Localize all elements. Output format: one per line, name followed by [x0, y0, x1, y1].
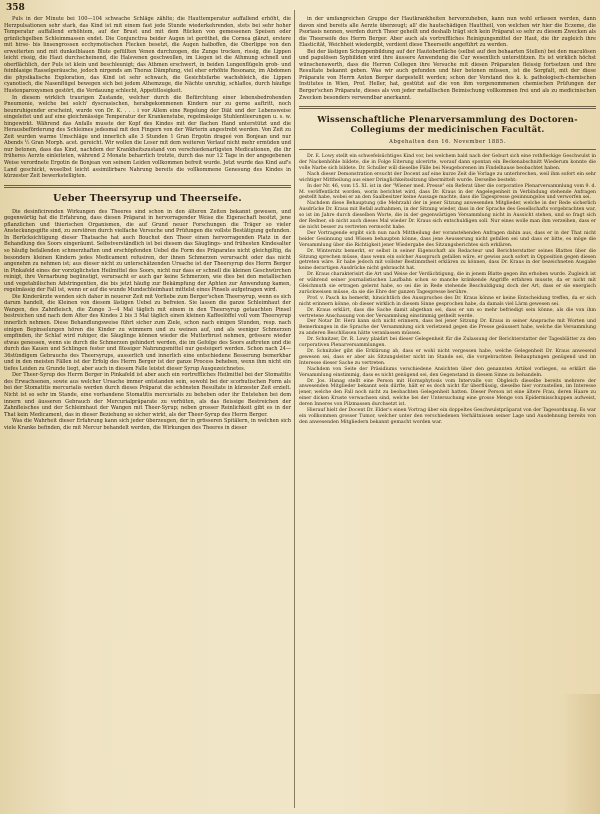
left-paragraph-1: Puls in der Minute bei 100—104 schwache Schläge zählte; die Hauttemperatur auffallend erhöht, die Herzpulsationen sehr stark, das Kind ist mit einem fast jede Stunde wiederkehrenden, stets bei sehr hoher Temperatur auffallend erhöhtem, auf der Brust und mit dem Rücken von gemessenen Speisen oder grünlichgelben Schleimmassen endet. Die Conjunctiva beider Augen ist geröthet, die Cornea glänzt, erstere mit hirse- bis linsengrossen ecchymotischen Flecken besetzt, die Augen halboffen, die Oberlippe von den erweiterten und mit dunkelblauen Blute gefüllten Venen durchzogen, die Zunge trocken, rissig, die Lippen leicht rissig, die Haut durchscheinend, die Halsvenen geschwollen, im Liegen ist die Athmung schnell und oberflächlich, der Puls ist klein und beschleunigt; das Athmen erschwert, in beiden Lungenflügeln grob- und feinblasige Rasselgeräusche, jedoch nirgends am Thorax Dämpfung, viel eher erhöhte Resonanz, im Abdomen die physikalische Exploration, das Kind ist sehr schwach, die Gesichtsfarbe wachsbleich, die Lippen cyanotisch, die Nasenflügel bewegen sich bei jedem Athemzuge, die Nächte unruhig, schlaflos, durch häufige Hustenparoxysmen gestört, die Verdauung schlecht, Appetitlosigkeit.	[4, 16, 291, 95]
right-paragraph-17: Hierauf hielt der Docent Dr. Elder's einen Vortrag über ein doppeltes Geschwulstpräparat von der Tagesordnung. Es war ein vollkommen grosser Tumor, welcher unter den verschiedenen Verhältnissen seiner Lage und Ausdehnung bereits von den anwesenden Mitgliedern bekannt gemacht worden war.	[299, 408, 596, 425]
right-paragraph-5: In der Nr. 46, vom 15. XI. ist in der "Wiener med. Presse" ein Referat über die corporative Plenarversammlung vom 9. d. M. veröffentlicht worden, worin berichtet wird, dass Dr. Kraus in der Angelegenheit in Verbindung stehende Anfragen gestellt habe, wobei er an den Saalbesitzer keine Aussage machte, dass die Tagespresse gesinnungslos und verworfen sei.	[299, 183, 596, 201]
heading-rule	[299, 149, 596, 150]
left-paragraph-3: Die desinficirenden Wirkungen des Theeres sind schon in den älteren Zeiten bekannt gewesen, und gegenwärtig hat die Erfahrung, dass diesen Präparat in hervorragender Weise die Eigenschaft besitzt, jene pflanzlichen und thierischen Organismen, die auf Grund neuer Forschungen die Träger so vieler Ansteckungsgifte sind, zu zerstören durch vielfache Versuche und Prüfungen die vollste Bestätigung gefunden. In Berücksichtigung dieser Thatsache hat auch Bouchut den Theer einen hervorragenden Platz in der Behandlung des Soors eingeräumt. Selbstverständlich ist bei diesem das Säuglings- und frühesten Kindesalter so häufig befallenden schmerzhaften und erschöpfenden Uebel die Form des Präparates nicht gleichgiltig, da besonders kleinen Kindern jedes Medicament refusiren, der ihnen Schmerzen verursacht oder das nicht angenehm zu nehmen ist; aus dieser nicht zu unterschätzenden Ursache ist der Theersyrup des Herrn Berger in Pinkafeld eines der vorzüglichsten Heilmittel des Soors, nicht nur dass er schnell die kleinen Geschwürchen reinigt, ihre Vernarbung begünstigt, verursacht er auch gar keine Schmerzen, wie dies bei den metallischen und vegetabilischen Adstringentien, die bis jetzt häufig zur Bekämpfung der Aphten zur Anwendung kamen, regelmässig der Fall ist, wenn er auf die wunde Mundschleimhaut mittelst eines Pinsels aufgetragen wird.	[4, 208, 291, 294]
right-paragraph-13: Dr. Schnitzer, Dr. R. Lowy plaidirt bei dieser Gelegenheit für die Zulassung der Berichterstatter der Tagesblätter zu den corporativen Plenarversammlungen.	[299, 337, 596, 349]
right-paragraph-12: Der Notar Dr. Herz kann sich nicht erinnern, dass bei jener Sitzung Dr. Kraus in seiner Ansprache mit Worten und Bemerkungen in die Sprache der Versammlung sich verletzend gegen die Presse geäussert habe, welche die Versammlung zu anderen Beschlüssen hätte veranlassen müssen.	[299, 319, 596, 337]
page-number: 358	[6, 3, 25, 13]
right-paragraph-11: Dr. Kraus erklärt, dass die Sache damit abgethan sei, dass er um so mehr befriedigt sein könne, als die von ihm vertretene Anschauung von der Versammlung einstimmig getheilt werde.	[299, 307, 596, 319]
left-paragraph-4: Die Kinderärzte wenden sich daher in neuerer Zeit mit Vorliebe zum Berger'schen Theersyrup, wenn es sich darum handelt, die Kleinen von diesem lästigen Uebel zu befreien. Sie lassen die ganze Schleimhaut der Wangen, des Zahnfleisch, die Zunge 3—4 Mal täglich mit einem in den Theersyrup getauchten Pinsel bestreichen und nach dem Alter des Kindes 2 bis 3 Mal täglich einen kleinen Kaffeelöffel voll vom Theersyrup innerlich nehmen. Diese Behandlungsweise führt sicher zum Ziele, schon nach einigen Stunden, resp. nach einigen Bepinselungen hören die Kinder zu wimmern und zu weinen auf, und als weniger Schmerzen empfinden, ihr Schlaf wird ruhiger, die Säuglinge können wieder die Mutterbrust nehmen, grössere wieder etwas genessen, wenn sie durch die Schmerzen gehindert werden, die im Gefolge des Soors auftreten und die durch das Kauen und Schlingen fester und flüssiger Nahrungsmittel nur gesteigert werden. Schon nach 24—36stündigem Gebrauchs des Theersyrups, ausserlich und innerlich eine entschiedene Besserung bemerkbar und in den meisten Fällen ist der Erfolg des Herrn Berger ist der ganze Process beheben, wenn ihm nicht ein tiefes Leiden zu Grunde liegt, aber auch in diesem Falle leistet dieser Syrup Ausgezeichnetes.	[4, 293, 291, 372]
right-paragraph-14: Dr. Schnitzler gibt die Erklärung ab, dass er wohl nicht vergessen habe, welche Gelegenheit Dr. Kraus anwesend gewesen sei, dass er aber als Sitzungsleiter nicht im Stande sei, die vorgebrachten Behauptungen genügend und im Interesse dieser Sache zu vertreten.	[299, 349, 596, 366]
right-paragraph-4: Nach dieser Demonstration ersucht der Docent auf eine kurze Zeit die Vorlage zu unterbrechen, weil ihm sofort ein sehr wichtiger Mittheilung aus einer Dringlichkeitssitzung übermittelt wurde. Derselbe besteht:	[299, 171, 596, 183]
article-heading-theersyrup: Ueber Theersyrup und Theerseife.	[53, 192, 242, 204]
right-paragraph-1: in der umfangreichen Gruppe der Hautkrankheiten hervorzuheben, kann nun wohl erfassen werden, dann davon sind bereits alle Aerzte überzeugt; all' die hautschädigen Hauttheil, von welchen wir hier die Eczeme, die Psoriasis nennen, werden durch Theer geheilt und deshalb trägt sich kein Präparat so sehr zu diesem Zwecken als die Theerseife des Herrn Berger. Aber auch als vortreffliches Reinigungsmittel der Haut, die ihr zugleich ihre Elasticität, Weichheit wiedergibt, verdient diese Theerseife angeführt zu werden.	[299, 16, 596, 49]
right-paragraph-6: Nachdem diese Behauptung (die Mehrzahl der in jener Sitzung anwesenden Mitglieder, welche in der Rede sicherlich Ausdrücke Dr. Kraus mit Befall aufnahmen, in der Sitzung wieder, dass in der Sprache des Gesellschafts vorgebrachten war, so ist im Jahre durch dieselben Worte, die in der gegenwärtigen Versammlung nicht in Aussicht stehen, und so fragt sich der Redner, ob nicht auch dieses Mal wieder Dr. Kraus sich entschuldigen soll. Nur eines wolle man ihm verzeihen, dass er sie nicht besser zu vertreten vermocht habe.	[299, 201, 596, 230]
column-divider	[294, 10, 295, 808]
section-divider	[4, 185, 291, 188]
right-paragraph-10: Prof. v. Pasch ka bemerkt, hinsichtlich des Ausspruches des Dr. Kraus könne er keine Entscheidung treffen, da er sich nicht erinnern könne, ob dieser wirklich in diesem Sinne gesprochen habe, da damals viel Lärm gewesen sei.	[299, 295, 596, 307]
right-paragraph-3: Dr. E. Lowy stellt ein schwefelsüchtiges Kind vor, bei welchem bald nach der Geburt sich eine rothfleckige Geschwulst in der Nackenhöhle bildete, die in Folge Eiterung ulcerirte, worauf dann spontan ein Beckenabschnitt Wiederum konnte die volle Narbe sich bildete. Dr. Schuller will dieselbe Fälle bei Neugeborenen im Findelhause beobachtet haben.	[299, 154, 596, 171]
right-paragraph-9: Dr. Kraus charakterisirt die Art und Weise der Verdächtigung, die in jenem Blatte gegen ihn erhoben wurde. Zugleich ist er während seiner journalistischen Laufbahn schon so manche kränkende Angriffe erfahren musste, da er nicht mit Gleichmuth sie ertragen gelernt habe, so sei die in Rede stehende Beschuldigung doch der Art, dass er sie energisch zurückweisen müsse, da sie die Ehre der ganzen Tagespresse berühre.	[299, 272, 596, 295]
right-paragraph-8: Dr. Winternitz bemerkt, er selbst in seiner Eigenschaft als Redacteur und Berichterstatter seines Blattes über die Sitzung sprechen müsse, dass wenn ein solcher Ausspruch gefallen wäre, er gewiss auch sofort in Opposition gegen diesen getreten wäre. Er habe jedoch mit vollster Bestimmtheit erklären zu können, dass Dr. Kraus in der bezeichneten Ausgabe keine derartigen Ausdrücke nicht gebraucht hat.	[299, 248, 596, 272]
left-paragraph-5: Der Theer-Syrup des Herrn Berger in Pinkafeld ist aber auch ein vortreffliches Heilmittel bei der Stomatitis des Erwachsenen, sowie aus welcher Ursache immer entstanden sein, sowohl bei der scorbutischen Form als bei der Stomatitis mercurialis werden durch dieses Präparat die schönsten Resultate in kürzester Zeit erzielt. Nicht ist so sehr im Stande, eine vorhandene Stomatitis mercurialis zu beheben oder ihr Entstehen bei dem innern und äusseren Gebrauch der Mercurialpräparate zu verhüten, als das fleissige Bestreichen der Zahnfleisches und der Schleimhaut der Wangen mit Theer-Syrup; neben grosser Reinlichkeit gibt es in der That kein Medicament, das in dieser Beziehung so sicher wirkt, als der Theer-Syrup des Herrn Berger.	[4, 372, 291, 418]
left-paragraph-2: In diesem wirklich traurigen Zustande, welcher durch die Befürchtung einer lebensbedrohenden Pneumonie, welche bei solch' dyscrasischen, herabgekommenen Kindern nur zu gerne auftritt, noch beunruhigender erscheint, wurde von Dr. K. . . . i vor Allem eine Regelung der Diät und der Lebensweise eingeleitet und auf eine gleichmässige Temperatur der Krankenstube, regelmässige Stuhlentleerungen u. s. w. hingewirkt. Während das Anfalls musste der Kopf des Kindes mit der flachen Hand unterstützt und die Herausbeförderung des Schleimes jedesmal mit den Fingern von der Wärterin angestrebt werden. Von Zeit zu Zeit wurden warme Umschläge und innerlich alle 3 Stunden 1 Gran Ergotin drageé von Bonjean und nur Abends ½ Gran Morph. acet. gereicht. Wir wollen die Leser mit dem weiteren Verlauf nicht mehr ermüden und nur betonen, dass das Kind, nachdem der Krankheitszustand von verschiedenartigsten Medicationen, die ihr früheres Aerzte einleiteten, während 2 Monate beharrlich trotzte, durch das nur 12 Tage in der angegebenen Weise verordnete Ergotin de Bonjean von seinem Leiden vollkommen befreit wurde. Jetzt wurde das Kind auf's Land geschickt, woselbst leicht assimilirbare Nahrung bereits die vollkommene Genesung des Kindes in kürzester Zeit bewerkstelligten.	[4, 94, 291, 180]
article-heading-plenarversammlung: Wissenschaftliche Plenarversammlung des Doctoren-Collegiums der medicinischen Facultät.	[317, 114, 578, 135]
left-column	[4, 10, 291, 810]
meeting-date: Abgehalten den 16. November 1885.	[389, 139, 506, 146]
left-paragraph-6: Was die Wahrheit dieser Erfahrung kann sich jeder überzeugen, der in grösseren Spitälern, in welchen sich viele Kranke befinden, die mit Mercur behandelt werden, die Wirkungen des Theeres in dieser	[4, 418, 291, 431]
section-divider	[299, 106, 596, 109]
right-paragraph-7: Der Vortragende ergibt sich nun nach Mittheilung der voranstehenden Anfragen dahin aus, dass er in der That nicht beider Gesinnung und Wissen behaupten könne, dass jene Aeusserung nicht gefallen sei und dass er bitte, es möge die Versammlung über die Richtigkeit jener Wiedergabe des Sitzungsberichtes sich erklären.	[299, 230, 596, 248]
right-paragraph-2: Bei der lästigen Schuppenbildung auf der Hautoberfläche (selbst auf den behaarten Stellen) bei den maculösen und papulösen Syphiliden wird ihre äussere Anwendung die Cur wesentlich unterstützen. Es ist wirklich höchst wünschenswerth, dass die Herren Collegen ihre Versuche mit diesen Präparaten fleissig fortsetzen und ihre Resultate bekannt geben. Was wir auch gefunden und hier betonen müssen, ist die Sorgfalt, mit der diese Präparate von Herrn Anton Berger dargestellt werden; schon der Vorstand des k. k. pathologisch-chemischen Institutes in Wien, Prof. Heller, hat, gestützt auf die von ihm vorgenommenen chemischen Prüfungen der Berger'schen Präparate, dieses als von jeder metallischen Beimischung vollkommen frei und als zu medicinischen Zwecken besonders verwendbar anerkannt.	[299, 48, 596, 101]
right-column	[299, 10, 596, 810]
right-paragraph-15: Nachdem von Seite der Präsidiums verschiedene Ansichten über den genannten Artikel vorliegen, so erklärt die Versammlung einstimmig, dass es nicht genügend sei, den Gegenstand in diesem Sinne zu behandeln.	[299, 366, 596, 378]
right-paragraph-16: Dr. Jos. Hanag stellt eine Person mit Hornsphytosis vom Intervalle vor. Obgleich dieselbe bereits mehrere der anwesenden Mitglieder bekannt sein dürfte, hält er es doch nicht für überflüssig, dieselbe hier vorzustellen, im Interesse jener, welche den Fall noch nicht zu beobachten Gelegenheit hatten. Dieser Person ist eine ältere Frau, deren Haare zu einer dicken Kruste verwachsen sind, welche bei der Untersuchung eine grosse Menge von Epidermisschuppen aufweist, deren Inneres von Pilzmassen durchsetzt ist.	[299, 378, 596, 408]
